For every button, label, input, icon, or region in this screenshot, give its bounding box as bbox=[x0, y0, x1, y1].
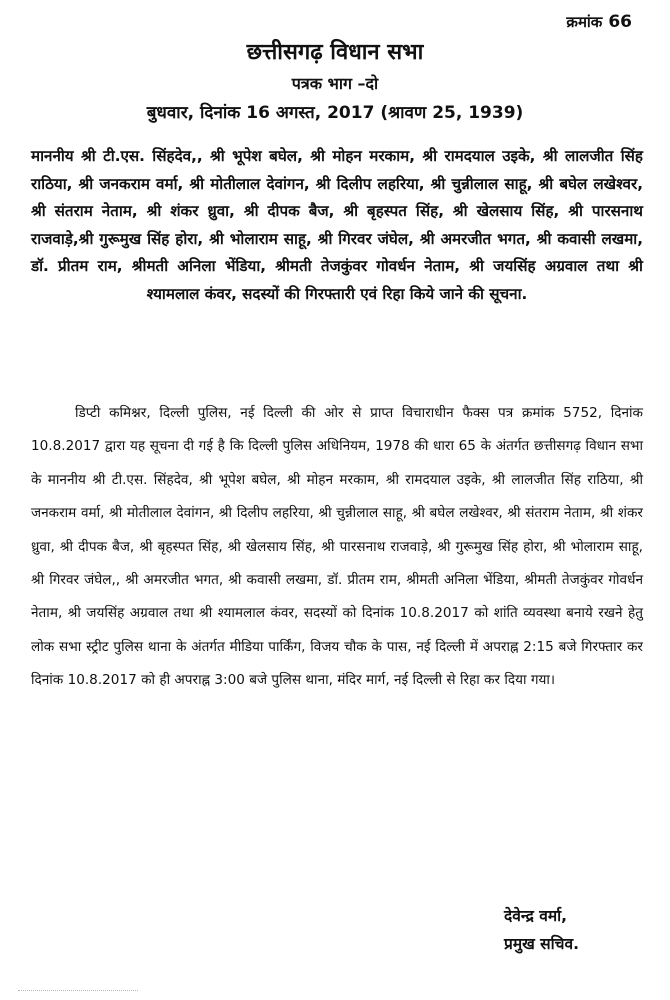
notice-subject: माननीय श्री टी.एस. सिंहदेव,, श्री भूपेश बघेल, श्री मोहन मरकाम, श्री रामदयाल उइके, श्री लालजीत सिंह राठिया, श्री जनकराम वर्मा, श्री मोतीलाल देवांगन, श्री दिलीप लहरिया, श्री चुन्नीलाल साहू, श्री बघेल लखेश्वर, श्री संतराम नेताम, श्री शंकर ध्रुवा, श्री दीपक बैज, श्री बृहस्पत सिंह, श्री खेलसाय सिंह, श्री पारसनाथ राजवाड़े,श्री गुरूमुख सिंह होरा, श्री भोलाराम साहू, श्री गिरवर जंघेल, श्री अमरजीत भगत, श्री कवासी लखमा, डॉ. प्रीतम राम, श्रीमती अनिला भेंडिया, श्रीमती तेजकुंवर गोवर्धन नेताम, श्री जयसिंह अग्रवाल तथा श्री श्यामलाल कंवर, सदस्यों की गिरफ्तारी एवं रिहा किये जाने की सूचना. bbox=[31, 147, 643, 303]
signatory-designation: प्रमुख सचिव. bbox=[504, 935, 580, 953]
signatory-name: देवेन्द्र वर्मा, bbox=[504, 907, 568, 925]
footer-divider bbox=[18, 990, 138, 995]
assembly-title: छत्तीसगढ़ विधान सभा bbox=[246, 40, 424, 65]
serial-label: क्रमांक bbox=[566, 13, 603, 31]
serial-number bbox=[566, 12, 632, 32]
bulletin-part: पत्रक भाग –दो bbox=[291, 74, 379, 93]
notice-body: डिप्टी कमिश्नर, दिल्ली पुलिस, नई दिल्ली की ओर से प्राप्त विचाराधीन फैक्स पत्र क्रमांक 5752, दिनांक 10.8.2017 द्वारा यह सूचना दी गई है कि दिल्ली पुलिस अधिनियम, 1978 की धारा 65 के अंतर्गत छत्तीसगढ़ विधान सभा के माननीय श्री टी.एस. सिंहदेव, श्री भूपेश बघेल, श्री मोहन मरकाम, श्री रामदयाल उइके, श्री लालजीत सिंह राठिया, श्री जनकराम वर्मा, श्री मोतीलाल देवांगन, श्री दिलीप लहरिया, श्री चुन्नीलाल साहू, श्री बघेल लखेश्वर, श्री संतराम नेताम, श्री शंकर ध्रुवा, श्री दीपक बैज, श्री बृहस्पत सिंह, श्री खेलसाय सिंह, श्री पारसनाथ राजवाड़े, श्री गुरूमुख सिंह होरा, श्री भोलाराम साहू, श्री गिरवर जंघेल,, श्री अमरजीत भगत, श्री कवासी लखमा, डॉ. प्रीतम राम, श्रीमती अनिला भेंडिया, श्रीमती तेजकुंवर गोवर्धन नेताम, श्री जयसिंह अग्रवाल तथा श्री श्यामलाल कंवर, सदस्यों को दिनांक 10.8.2017 को शांति व्यवस्था बनाये रखने हेतु लोक सभा स्ट्रीट पुलिस थाना के अंतर्गत मीडिया पार्किंग, विजय चौक के पास, नई दिल्ली में अपराह्न 2:15 बजे गिरफ्तार कर दिनांक 10.8.2017 को ही अपराह्न 3:00 बजे पुलिस थाना, मंदिर मार्ग, नई दिल्ली से रिहा कर दिया गया। bbox=[31, 405, 643, 689]
bulletin-date: बुधवार, दिनांक 16 अगस्त, 2017 (श्रावण 25, 1939) bbox=[146, 103, 524, 123]
serial-value: 66 bbox=[608, 12, 632, 32]
